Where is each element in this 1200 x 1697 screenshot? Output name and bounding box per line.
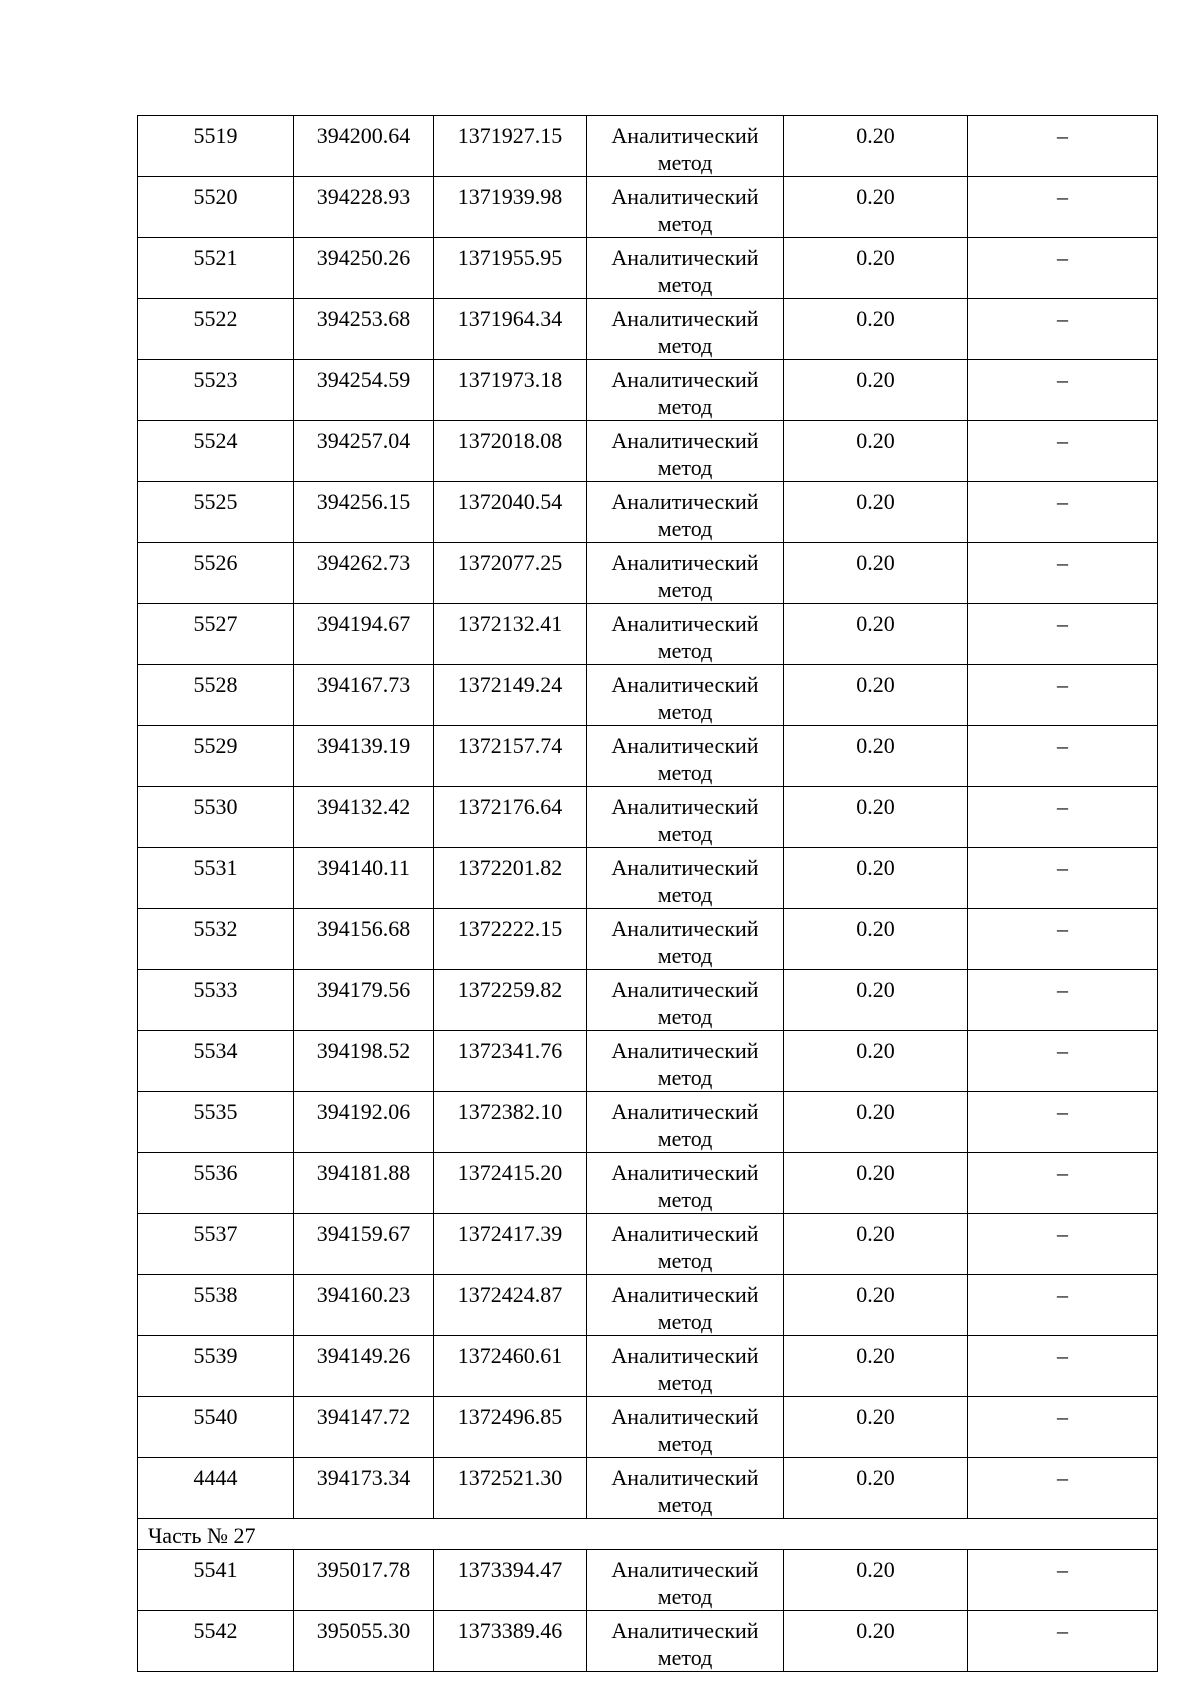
note-cell: – [968,1275,1158,1336]
point-number-cell: 5534 [138,1031,294,1092]
point-number-cell: 5539 [138,1336,294,1397]
y-coordinate-cell: 1372424.87 [434,1275,587,1336]
method-cell: Аналитический метод [587,848,784,909]
y-coordinate-cell: 1372521.30 [434,1458,587,1519]
point-number-cell: 5528 [138,665,294,726]
note-cell: – [968,726,1158,787]
x-coordinate-cell: 394173.34 [294,1458,434,1519]
table-row [138,1275,1158,1336]
note-cell: – [968,787,1158,848]
table-row [138,1031,1158,1092]
point-number-cell: 5530 [138,787,294,848]
x-coordinate-cell: 394179.56 [294,970,434,1031]
table-body [138,116,1158,1672]
x-coordinate-cell: 394159.67 [294,1214,434,1275]
x-coordinate-cell: 394256.15 [294,482,434,543]
table-row [138,604,1158,665]
x-coordinate-cell: 395055.30 [294,1611,434,1672]
method-cell: Аналитический метод [587,1397,784,1458]
note-cell: – [968,238,1158,299]
method-cell: Аналитический метод [587,1275,784,1336]
table-row [138,1611,1158,1672]
note-cell: – [968,421,1158,482]
note-cell: – [968,970,1158,1031]
point-number-cell: 5531 [138,848,294,909]
y-coordinate-cell: 1371973.18 [434,360,587,421]
note-cell: – [968,1031,1158,1092]
table-row [138,970,1158,1031]
method-cell: Аналитический метод [587,726,784,787]
point-number-cell: 5529 [138,726,294,787]
y-coordinate-cell: 1372496.85 [434,1397,587,1458]
note-cell: – [968,1550,1158,1611]
method-cell: Аналитический метод [587,665,784,726]
table-row [138,726,1158,787]
y-coordinate-cell: 1372018.08 [434,421,587,482]
method-cell: Аналитический метод [587,1611,784,1672]
x-coordinate-cell: 394198.52 [294,1031,434,1092]
y-coordinate-cell: 1372259.82 [434,970,587,1031]
point-number-cell: 4444 [138,1458,294,1519]
note-cell: – [968,1092,1158,1153]
method-cell: Аналитический метод [587,360,784,421]
accuracy-cell: 0.20 [784,970,968,1031]
method-cell: Аналитический метод [587,909,784,970]
point-number-cell: 5540 [138,1397,294,1458]
point-number-cell: 5522 [138,299,294,360]
y-coordinate-cell: 1372176.64 [434,787,587,848]
note-cell: – [968,116,1158,177]
table-row [138,543,1158,604]
point-number-cell: 5523 [138,360,294,421]
table-row [138,116,1158,177]
note-cell: – [968,848,1158,909]
y-coordinate-cell: 1371939.98 [434,177,587,238]
accuracy-cell: 0.20 [784,299,968,360]
method-cell: Аналитический метод [587,238,784,299]
point-number-cell: 5519 [138,116,294,177]
point-number-cell: 5542 [138,1611,294,1672]
accuracy-cell: 0.20 [784,421,968,482]
y-coordinate-cell: 1372382.10 [434,1092,587,1153]
y-coordinate-cell: 1372040.54 [434,482,587,543]
y-coordinate-cell: 1372201.82 [434,848,587,909]
note-cell: – [968,1214,1158,1275]
method-cell: Аналитический метод [587,299,784,360]
accuracy-cell: 0.20 [784,726,968,787]
accuracy-cell: 0.20 [784,360,968,421]
method-cell: Аналитический метод [587,1550,784,1611]
accuracy-cell: 0.20 [784,787,968,848]
accuracy-cell: 0.20 [784,1031,968,1092]
table-row [138,848,1158,909]
accuracy-cell: 0.20 [784,665,968,726]
method-cell: Аналитический метод [587,421,784,482]
x-coordinate-cell: 394262.73 [294,543,434,604]
note-cell: – [968,177,1158,238]
x-coordinate-cell: 394140.11 [294,848,434,909]
method-cell: Аналитический метод [587,787,784,848]
x-coordinate-cell: 394200.64 [294,116,434,177]
point-number-cell: 5537 [138,1214,294,1275]
point-number-cell: 5538 [138,1275,294,1336]
method-cell: Аналитический метод [587,604,784,665]
table-row [138,238,1158,299]
table-row [138,1153,1158,1214]
table-row [138,360,1158,421]
table-row [138,299,1158,360]
x-coordinate-cell: 394160.23 [294,1275,434,1336]
table-row [138,177,1158,238]
note-cell: – [968,360,1158,421]
accuracy-cell: 0.20 [784,1275,968,1336]
table-row [138,1092,1158,1153]
note-cell: – [968,909,1158,970]
point-number-cell: 5536 [138,1153,294,1214]
point-number-cell: 5521 [138,238,294,299]
y-coordinate-cell: 1372132.41 [434,604,587,665]
note-cell: – [968,604,1158,665]
accuracy-cell: 0.20 [784,1397,968,1458]
point-number-cell: 5527 [138,604,294,665]
method-cell: Аналитический метод [587,177,784,238]
accuracy-cell: 0.20 [784,177,968,238]
section-row [138,1519,1158,1550]
x-coordinate-cell: 394181.88 [294,1153,434,1214]
point-number-cell: 5541 [138,1550,294,1611]
note-cell: – [968,1611,1158,1672]
accuracy-cell: 0.20 [784,482,968,543]
y-coordinate-cell: 1372415.20 [434,1153,587,1214]
section-label: Часть № 27 [138,1519,1158,1550]
table-row [138,482,1158,543]
table-row [138,1550,1158,1611]
method-cell: Аналитический метод [587,482,784,543]
point-number-cell: 5525 [138,482,294,543]
x-coordinate-cell: 394253.68 [294,299,434,360]
table-row [138,1214,1158,1275]
method-cell: Аналитический метод [587,1458,784,1519]
point-number-cell: 5533 [138,970,294,1031]
y-coordinate-cell: 1372157.74 [434,726,587,787]
note-cell: – [968,299,1158,360]
x-coordinate-cell: 394250.26 [294,238,434,299]
accuracy-cell: 0.20 [784,1550,968,1611]
x-coordinate-cell: 394192.06 [294,1092,434,1153]
accuracy-cell: 0.20 [784,1153,968,1214]
point-number-cell: 5520 [138,177,294,238]
table-row [138,1336,1158,1397]
table-row [138,787,1158,848]
accuracy-cell: 0.20 [784,1214,968,1275]
method-cell: Аналитический метод [587,543,784,604]
table-row [138,1458,1158,1519]
x-coordinate-cell: 394156.68 [294,909,434,970]
note-cell: – [968,1336,1158,1397]
accuracy-cell: 0.20 [784,604,968,665]
x-coordinate-cell: 395017.78 [294,1550,434,1611]
note-cell: – [968,665,1158,726]
table-row [138,909,1158,970]
x-coordinate-cell: 394139.19 [294,726,434,787]
accuracy-cell: 0.20 [784,909,968,970]
method-cell: Аналитический метод [587,1153,784,1214]
method-cell: Аналитический метод [587,1336,784,1397]
x-coordinate-cell: 394228.93 [294,177,434,238]
note-cell: – [968,1397,1158,1458]
x-coordinate-cell: 394149.26 [294,1336,434,1397]
accuracy-cell: 0.20 [784,1611,968,1672]
coordinates-table [137,115,1158,1672]
method-cell: Аналитический метод [587,970,784,1031]
y-coordinate-cell: 1372417.39 [434,1214,587,1275]
method-cell: Аналитический метод [587,1031,784,1092]
note-cell: – [968,482,1158,543]
x-coordinate-cell: 394257.04 [294,421,434,482]
note-cell: – [968,543,1158,604]
point-number-cell: 5535 [138,1092,294,1153]
x-coordinate-cell: 394254.59 [294,360,434,421]
point-number-cell: 5532 [138,909,294,970]
table-row [138,665,1158,726]
x-coordinate-cell: 394147.72 [294,1397,434,1458]
accuracy-cell: 0.20 [784,848,968,909]
y-coordinate-cell: 1371955.95 [434,238,587,299]
x-coordinate-cell: 394194.67 [294,604,434,665]
method-cell: Аналитический метод [587,116,784,177]
y-coordinate-cell: 1371927.15 [434,116,587,177]
accuracy-cell: 0.20 [784,116,968,177]
y-coordinate-cell: 1372222.15 [434,909,587,970]
table-row [138,1397,1158,1458]
y-coordinate-cell: 1371964.34 [434,299,587,360]
note-cell: – [968,1458,1158,1519]
y-coordinate-cell: 1373394.47 [434,1550,587,1611]
note-cell: – [968,1153,1158,1214]
table-row [138,421,1158,482]
accuracy-cell: 0.20 [784,1458,968,1519]
accuracy-cell: 0.20 [784,238,968,299]
accuracy-cell: 0.20 [784,1092,968,1153]
y-coordinate-cell: 1372341.76 [434,1031,587,1092]
point-number-cell: 5526 [138,543,294,604]
y-coordinate-cell: 1373389.46 [434,1611,587,1672]
accuracy-cell: 0.20 [784,543,968,604]
accuracy-cell: 0.20 [784,1336,968,1397]
x-coordinate-cell: 394132.42 [294,787,434,848]
x-coordinate-cell: 394167.73 [294,665,434,726]
y-coordinate-cell: 1372077.25 [434,543,587,604]
y-coordinate-cell: 1372460.61 [434,1336,587,1397]
method-cell: Аналитический метод [587,1214,784,1275]
y-coordinate-cell: 1372149.24 [434,665,587,726]
point-number-cell: 5524 [138,421,294,482]
method-cell: Аналитический метод [587,1092,784,1153]
